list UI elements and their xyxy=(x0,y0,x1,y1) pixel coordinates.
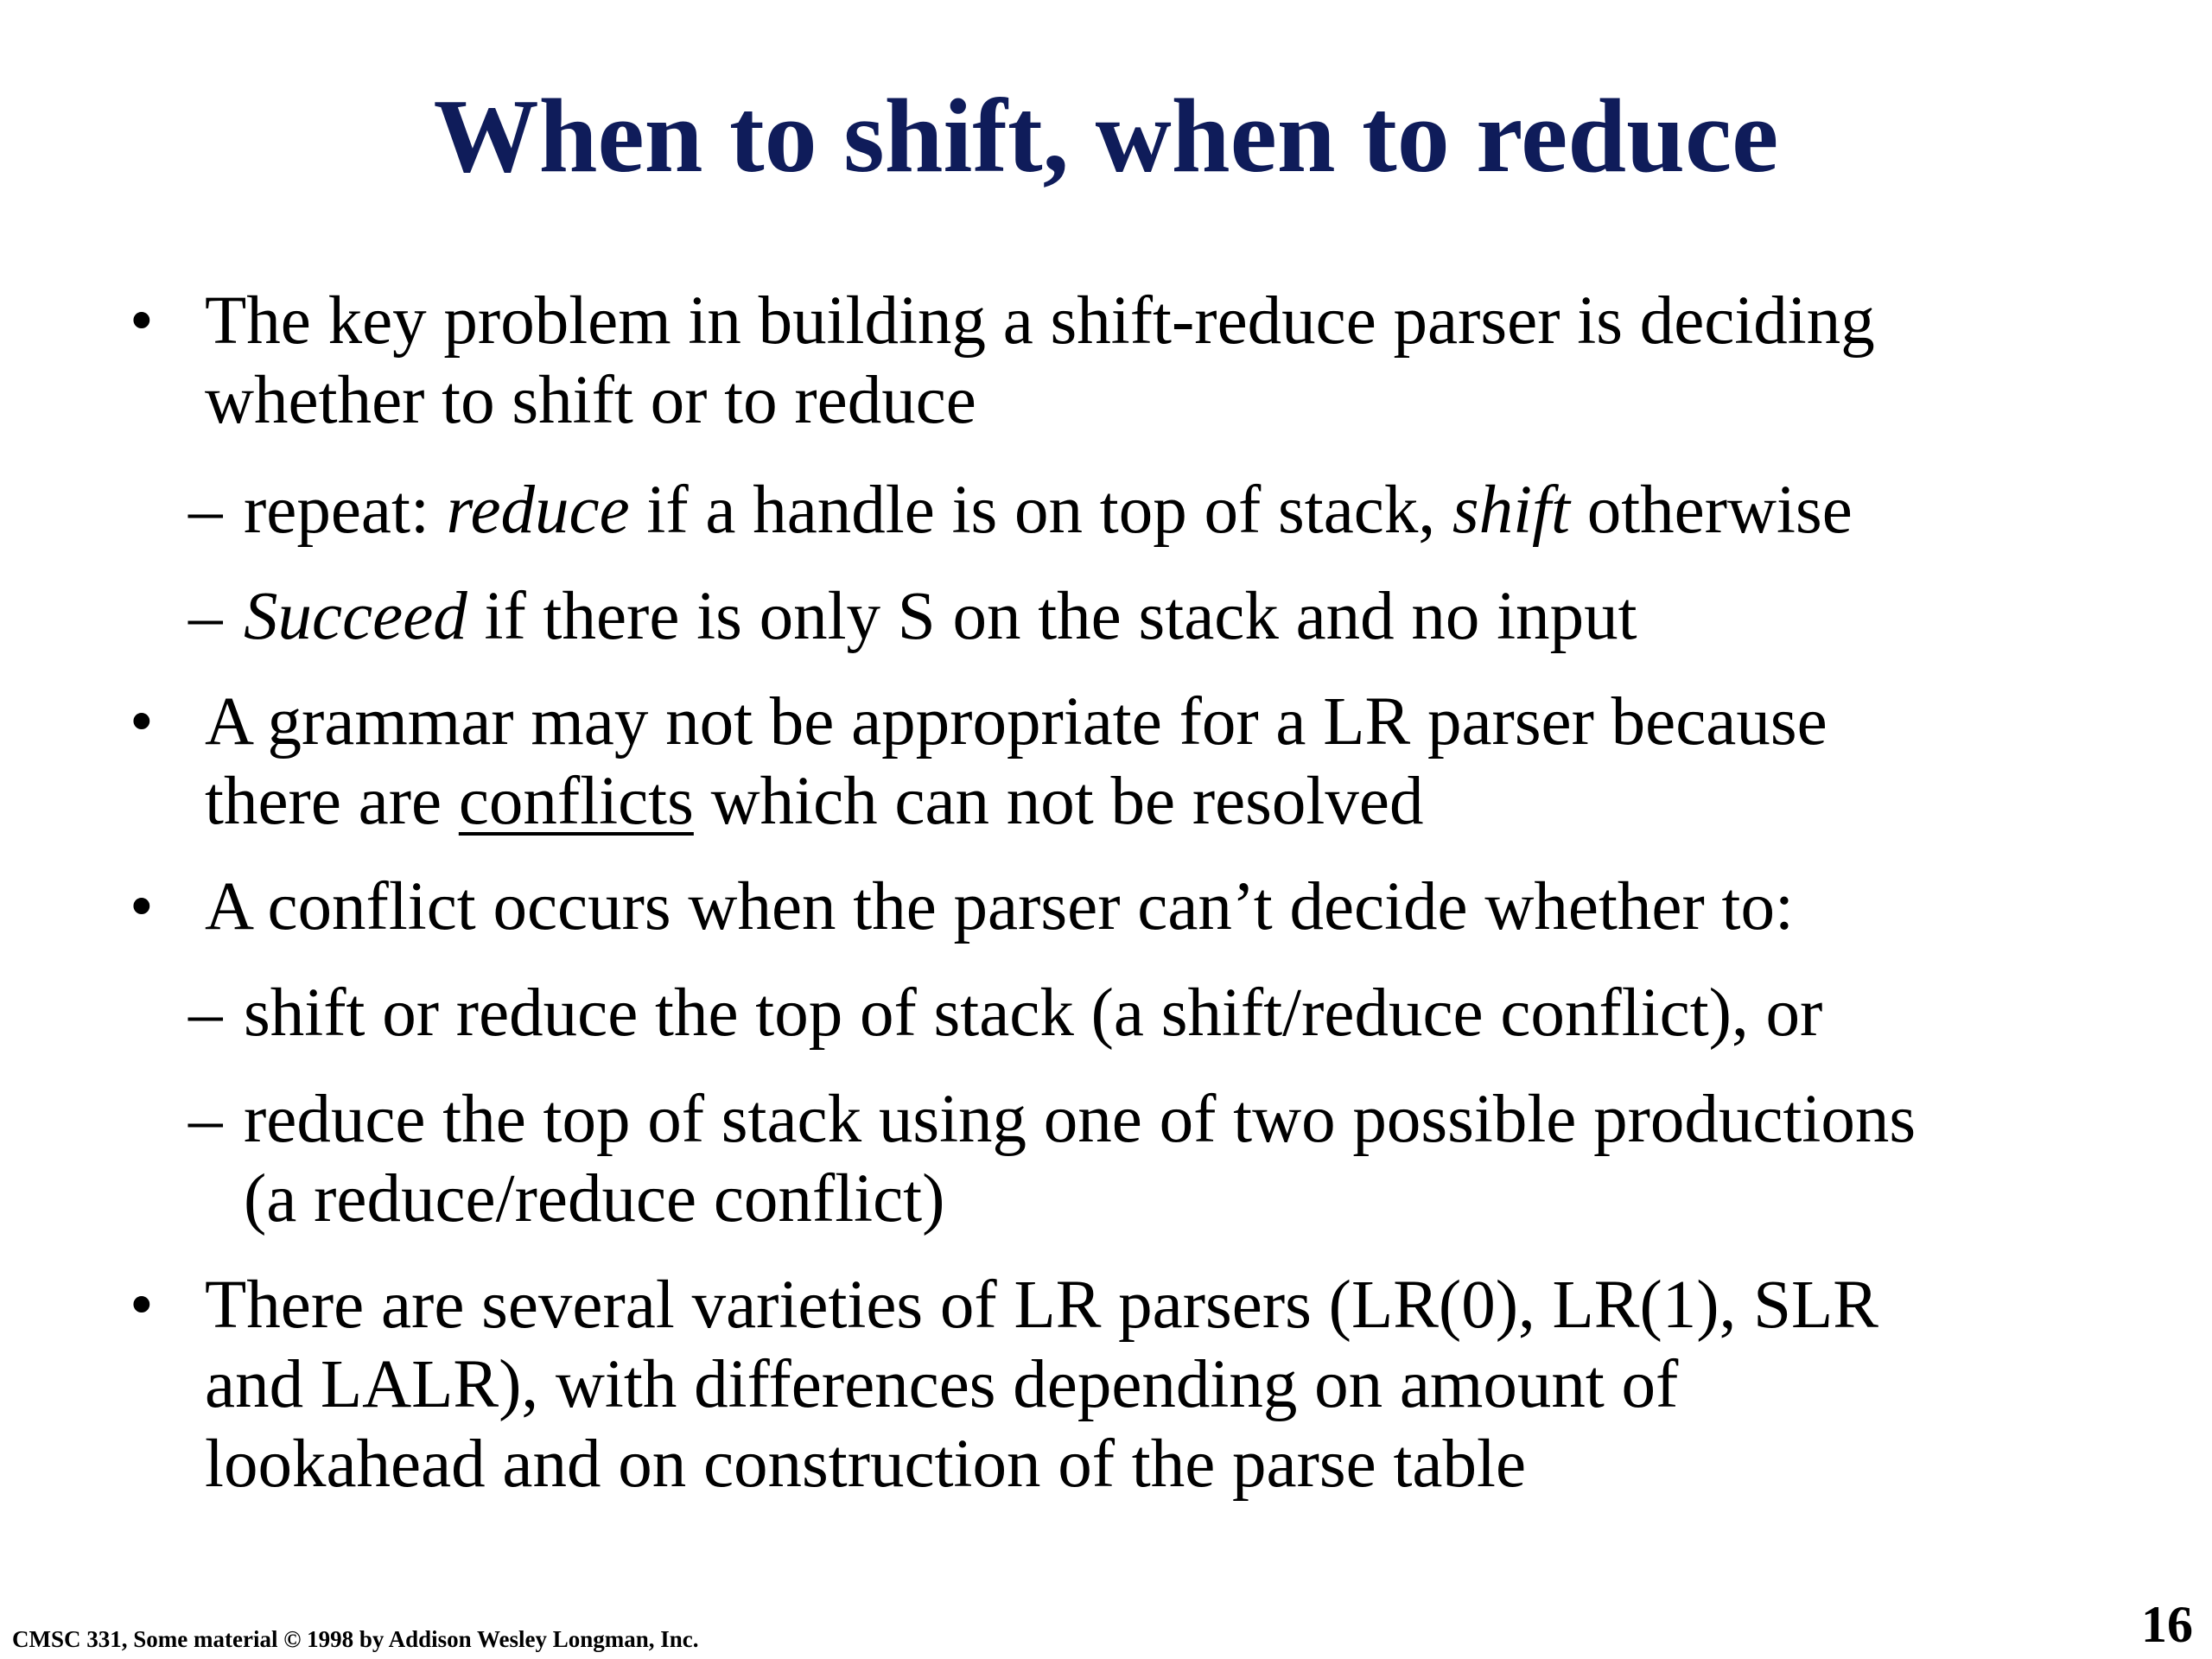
bullet-marker: • xyxy=(130,869,154,944)
bullet-4-line-2: and LALR), with differences depending on amount of xyxy=(205,1347,1679,1422)
bullet-marker: • xyxy=(130,283,154,359)
page-number: 16 xyxy=(2141,1596,2193,1653)
bullet-3-line-1: A conflict occurs when the parser can’t decide whether to: xyxy=(205,869,1794,944)
dash-marker: – xyxy=(188,473,223,548)
dash-marker: – xyxy=(188,1082,223,1157)
footer-copyright: CMSC 331, Some material © 1998 by Addison Wesley Longman, Inc. xyxy=(12,1626,699,1652)
bullet-1-line-2: whether to shift or to reduce xyxy=(205,363,976,438)
bullet-1-line-1: The key problem in building a shift-reduce parser is deciding xyxy=(205,283,1875,359)
bullet-3-sub-2-line-2: (a reduce/reduce conflict) xyxy=(244,1161,945,1236)
conflicts-term: conflicts xyxy=(458,764,694,839)
bullet-4-line-3: lookahead and on construction of the parse table xyxy=(205,1427,1527,1502)
bullet-2-line-2: there are conflicts which can not be resolved xyxy=(205,764,1424,839)
bullet-1-sub-1: repeat: reduce if a handle is on top of stack, shift otherwise xyxy=(244,473,1853,548)
bullet-marker: • xyxy=(130,684,154,760)
dash-marker: – xyxy=(188,579,223,654)
bullet-3-sub-1: shift or reduce the top of stack (a shift/reduce conflict), or xyxy=(244,976,1823,1051)
bullet-2-line-1: A grammar may not be appropriate for a LR parser because xyxy=(205,684,1827,760)
dash-marker: – xyxy=(188,976,223,1051)
bullet-4-line-1: There are several varieties of LR parsers (LR(0), LR(1), SLR xyxy=(205,1268,1878,1343)
bullet-3-sub-2-line-1: reduce the top of stack using one of two possible productions xyxy=(244,1082,1916,1157)
bullet-1-sub-2: Succeed if there is only S on the stack and no input xyxy=(244,579,1637,654)
bullet-marker: • xyxy=(130,1268,154,1343)
slide-title: When to shift, when to reduce xyxy=(433,78,1779,194)
